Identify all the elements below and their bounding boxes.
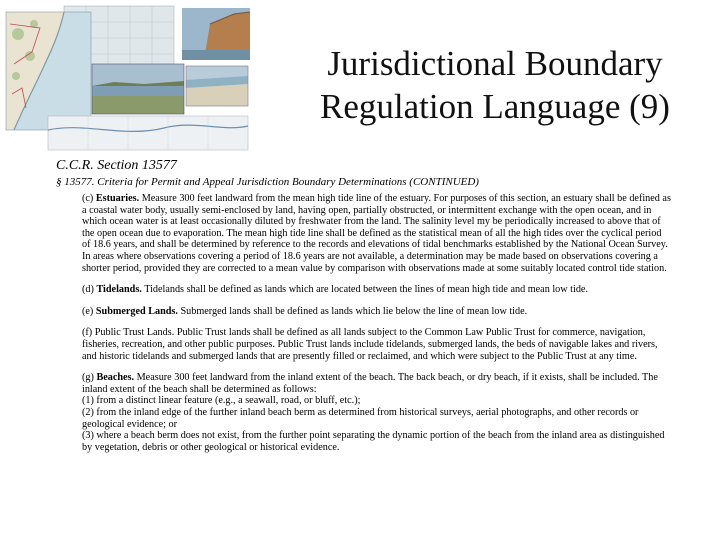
- term-estuaries: Estuaries.: [95, 193, 140, 204]
- paragraph-beaches: (g) Beaches. Measure 300 feet landward from the inland extent of the beach. The back beach, or dry beach, if it exists, shall be included. The inland extent of the beach shall be determined as follows: (1) from a distinct linear feature (e.g., a seawall, road, or bluff, etc.); (2) from the inland edge of the further inland beach berm as determined from historical surveys, aerial photographs, and other records or geological evidence; or (3) where a beach berm does not exist, from the further point separating the dynamic portion of the beach from the inland area as distinguished by vegetation, debris or other geological or historical evidence.: [82, 372, 672, 453]
- paragraph-tidelands: (d) Tidelands. Tidelands shall be defined as lands which are located between the lines of mean high tide and mean low tide.: [82, 284, 588, 296]
- term-tidelands: Tidelands.: [96, 284, 142, 296]
- paragraph-public-trust-lands: (f) Public Trust Lands. Public Trust lands shall be defined as all lands subject to the Common Law Public Trust for commerce, navigation, fisheries, recreation, and other public purposes. Public Trust lands include tidelands, submerged lands, the beds of navigable lakes and rivers, and historic tidelands and submerged lands that are presently filled or reclaimed, and which were subject to the Public Trust at any time.: [82, 327, 658, 362]
- paragraph-estuaries: (c) Estuaries. Measure 300 feet landward from the mean high tide line of the estuary. For purposes of this section, an estuary shall be defined as a coastal water body, usually semi-enclosed by land, having open, partially obstructed, or intermittent exchange with the open ocean, and in which ocean water is at least occasionally diluted by freshwater from the land. The salinity level my be periodically increased to above that of the open ocean due to evaporation. The mean high tide line shall be defined as the statistical mean of all the high tides over the cyclical period of 18.6 years, and shall be determined by reference to the records and elevations of tidal benchmarks established by the National Ocean Survey. In areas where observations covering a period of 18.6 years are not available, a determination may be made based on observations covering a shorter period, provided they are corrected to a mean value by comparison with observations made at some suitably located control tide station.: [82, 193, 671, 274]
- title-line-1: Jurisdictional Boundary: [327, 44, 663, 83]
- term-submerged-lands: Submerged Lands.: [95, 305, 178, 317]
- title-line-2: Regulation Language (9): [320, 87, 670, 126]
- regulation-body: [82, 193, 672, 463]
- map-photo-collage: [4, 4, 254, 152]
- regulation-subheading: § 13577. Criteria for Permit and Appeal Jurisdiction Boundary Determinations (CONTINUED): [56, 176, 479, 188]
- paragraph-submerged-lands: (e) Submerged Lands. Submerged lands shall be defined as lands which lie below the line of mean low tide.: [82, 305, 528, 317]
- slide-title: [290, 42, 700, 128]
- term-beaches: Beaches.: [96, 372, 135, 384]
- beaches-item-1: (1) from a distinct linear feature (e.g., a seawall, road, or bluff, etc.);: [82, 395, 361, 407]
- beaches-item-3: (3) where a beach berm does not exist, from the further point separating the dynamic portion of the beach from the inland area as distinguished by vegetation, debris or other geological or historical evidence.: [82, 430, 665, 453]
- section-heading: C.C.R. Section 13577: [56, 158, 177, 173]
- beaches-item-2: (2) from the inland edge of the further inland beach berm as determined from historical surveys, aerial photographs, and other records or geological evidence; or: [82, 406, 639, 430]
